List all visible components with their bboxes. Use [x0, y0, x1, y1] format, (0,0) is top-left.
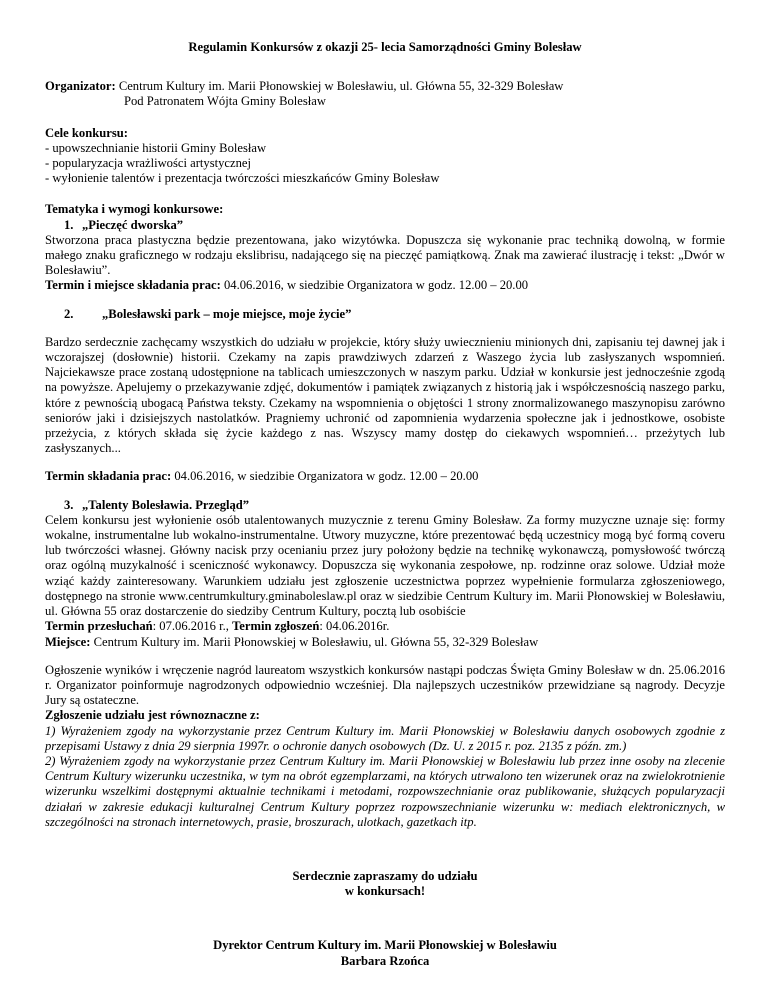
goal-item: - popularyzacja wrażliwości artystycznej — [45, 156, 251, 171]
organizer-patronage: Pod Patronatem Wójta Gminy Bolesław — [124, 94, 326, 109]
document-title: Regulamin Konkursów z okazji 25- lecia Samorządności Gminy Bolesław — [188, 40, 582, 54]
contest3-number: 3. — [64, 497, 74, 512]
contest1-section — [45, 202, 725, 293]
contest3-body: Celem konkursu jest wyłonienie osób utalentowanych muzycznie z terenu Gminy Bolesław. Za formy muzyczne uznaje się: formy wokalne, instrumentalne lub wokalno-instrumentalne. Utwory muzyczne, które prezentować będą uczestnicy mogą być formą coveru lub twórczości własnej. Główny nacisk przy ocenianiu przez jury położony będzie na technikę wykonawczą, pomysłowość twórczą oraz ogólną muzykalność i sceniczność wykonawcy. Dopuszcza się wykonania zespołowe, np. rodzinne oraz solowe. Udział może wziąć każdy zainteresowany. Warunkiem udziału jest zgłoszenie uczestnictwa poprzez wypełnienie formularza zgłoszeniowego, dostępnego na stronie www.centrumkultury.gminaboleslaw.pl oraz w siedzibie Centrum Kultury im. Marii Płonowskiej w Bolesławiu, ul. Główna 55 oraz dostarczenie do siedziby Centrum Kultury, pocztą lub osobiście — [45, 512, 725, 619]
invite-line-2: w konkursach! — [344, 884, 426, 899]
audition-label: Termin przesłuchań — [45, 619, 153, 634]
organizer-address: Centrum Kultury im. Marii Płonowskiej w Bolesławiu, ul. Główna 55, 32-329 Bolesław — [118, 79, 564, 94]
invite-block — [45, 869, 725, 899]
contest2-section — [45, 307, 725, 485]
contest2-title: „Bolesławski park – moje miejsce, moje życie” — [102, 306, 352, 321]
signature-title: Dyrektor Centrum Kultury im. Marii Płonowskiej w Bolesławiu — [213, 938, 557, 953]
contest1-body: Stworzona praca plastyczna będzie prezentowana, jako wizytówka. Dopuszcza się wykonanie prac techniką dowolną, w formie małego znaku graficznego w rodzaju ekslibrisu, nadającego się na pieczęć pamiątkową. Znak ma zawierać ilustrację i tekst: „Dwór w Bolesławiu”. — [45, 232, 725, 278]
contest1-title: „Pieczęć dworska” — [82, 217, 184, 232]
goal-item: - wyłonienie talentów i prezentacja twórczości mieszkańców Gminy Bolesław — [45, 171, 440, 186]
application-label: Termin zgłoszeń — [232, 619, 320, 634]
contest1-deadline-label: Termin i miejsce składania prac: — [45, 278, 221, 293]
signature-block — [45, 938, 725, 968]
goals-heading: Cele konkursu: — [45, 125, 128, 140]
place-text: Centrum Kultury im. Marii Płonowskiej w Bolesławiu, ul. Główna 55, 32-329 Bolesław — [90, 634, 539, 649]
results-section — [45, 663, 725, 830]
place-label: Miejsce: — [45, 634, 91, 649]
themes-heading: Tematyka i wymogi konkursowe: — [45, 202, 224, 217]
contest2-number: 2. — [64, 306, 74, 321]
invite-line-1: Serdecznie zapraszamy do udziału — [292, 868, 478, 883]
consent-item-1: 1) Wyrażeniem zgody na wykorzystanie przez Centrum Kultury im. Marii Płonowskiej w Bolesławiu danych osobowych zgodnie z przepisami Ustawy z dnia 29 sierpnia 1997r. o ochronie danych osobowych (Dz. U. z 2015 r. poz. 2135 z późn. zm.) — [45, 723, 725, 753]
contest3-section — [45, 498, 725, 650]
contest3-title: „Talenty Bolesławia. Przegląd” — [82, 497, 250, 512]
audition-date: : 07.06.2016 r., — [152, 619, 233, 634]
consent-item-2: 2) Wyrażeniem zgody na wykorzystanie przez Centrum Kultury im. Marii Płonowskiej w Bolesławiu lub przez inne osoby na zlecenie Centrum Kultury wizerunku uczestnika, w tym na obrót egzemplarzami, na których utrwalono ten wizerunek oraz na zwielokrotnienie wizerunku wszelkimi dostępnymi aktualnie technikami i metodami, rozpowszechnianie oraz publikowanie, służących popularyzacji działań w zakresie edukacji kulturalnej Centrum Kultury poprzez rozpowszechnianie wizerunku w: mediach elektronicznych, w szczególności na stronach internetowych, prasie, broszurach, ulotkach, gazetkach itp. — [45, 753, 725, 829]
consent-heading: Zgłoszenie udziału jest równoznaczne z: — [45, 708, 260, 723]
application-date: : 04.06.2016r. — [319, 619, 390, 634]
organizer-label: Organizator: — [45, 79, 116, 94]
contest2-body: Bardzo serdecznie zachęcamy wszystkich do udziału w projekcie, który służy uwiecznieniu minionych dni, zapisaniu tej dawnej jak i wczorajszej (dosłownie) historii. Czekamy na zapis prawdziwych zdarzeń z Waszego życia lub zasłyszanych wspomnień. Najciekawsze prace zostaną udostępnione na tablicach umieszczonych w naszym parku. Udział w konkursie jest jednocześnie zgodą na powyższe. Apelujemy o przekazywanie zdjęć, dokumentów i pamiątek związanych z historią jak i współczesnością naszego parku, które z pewnością ubogacą Państwa teksty. Czekamy na wspomnienia o objętości 1 strony znormalizowanego maszynopisu zarówno seniorów jaki i dzisiejszych nastolatków. Pragniemy uchronić od zapomnienia wydarzenia społeczne jak i jednostkowe, osobiste przeżycia, z których składa się życie każdego z nas. Wszyscy mamy dostęp do ciekawych wspomnień… przeżytych lub zasłyszanych... — [45, 334, 725, 456]
contest2-deadline: 04.06.2016, w siedzibie Organizatora w godz. 12.00 – 20.00 — [171, 469, 479, 484]
document-page — [45, 40, 725, 969]
contest1-number: 1. — [64, 217, 74, 232]
organizer-block — [45, 79, 725, 109]
results-text: Ogłoszenie wyników i wręczenie nagród laureatom wszystkich konkursów nastąpi podczas Święta Gminy Bolesław w dn. 25.06.2016 r. Organizator poinformuje nagrodzonych odpowiednio wcześniej. Dla najlepszych uczestników przewidziane są nagrody. Decyzje Jury są ostateczne. — [45, 662, 725, 708]
goal-item: - upowszechnianie historii Gminy Bolesław — [45, 140, 267, 155]
contest1-deadline: 04.06.2016, w siedzibie Organizatora w godz. 12.00 – 20.00 — [220, 278, 529, 293]
signature-name: Barbara Rzońca — [340, 953, 430, 968]
contest2-deadline-label: Termin składania prac: — [45, 469, 172, 484]
goals-section — [45, 126, 725, 187]
